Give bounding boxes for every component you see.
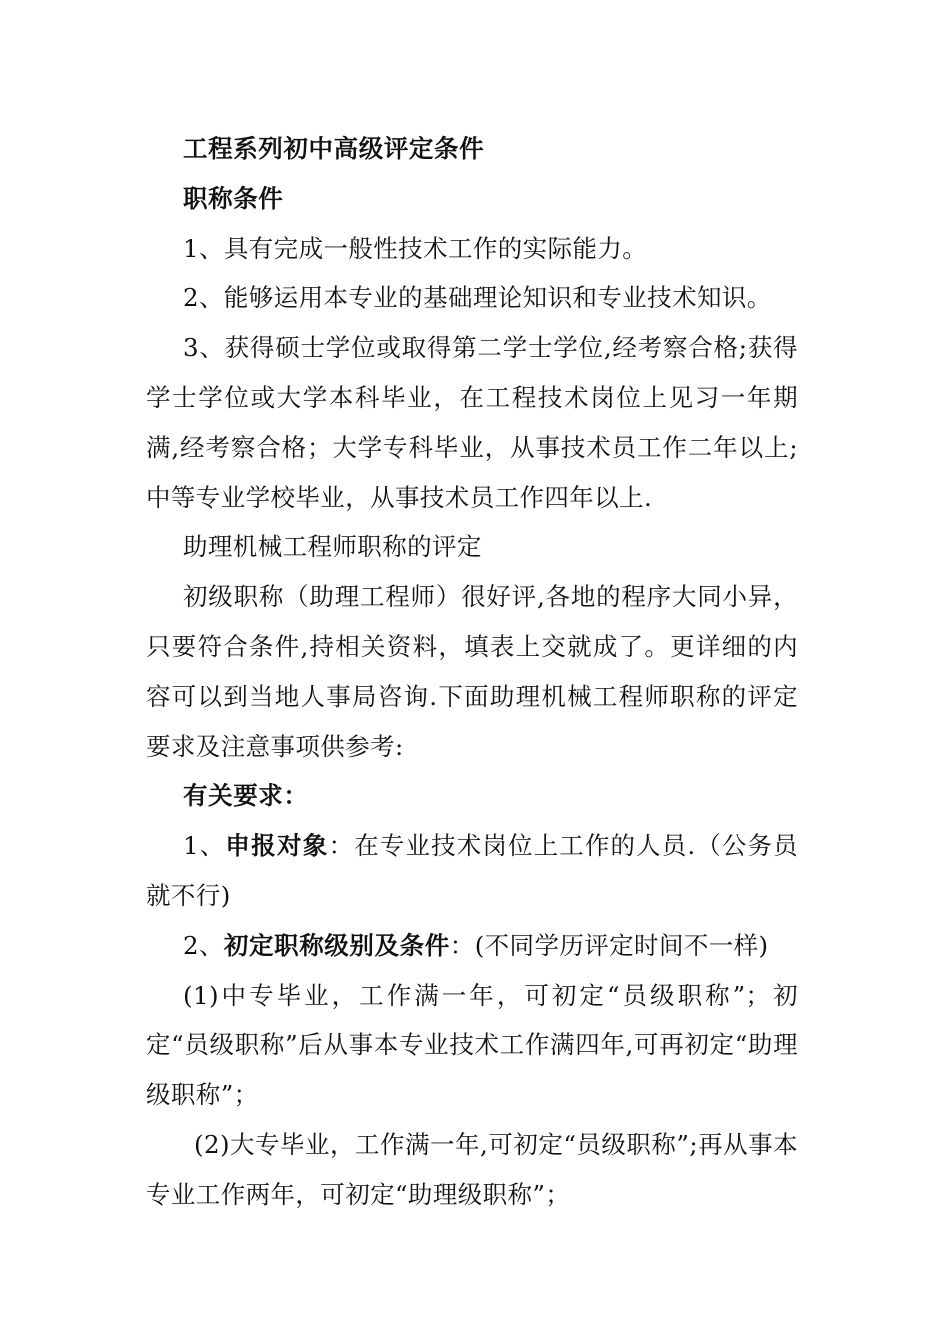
requirement-1-label: 申报对象 — [225, 831, 329, 861]
document-page — [146, 124, 798, 1220]
requirements-heading: 有关要求： — [183, 781, 309, 811]
condition-item-1: 1、具有完成一般性技术工作的实际能力。 — [183, 233, 648, 263]
requirement-2-prefix: 2、 — [183, 930, 224, 960]
intro-paragraph: 初级职称（助理工程师）很好评,各地的程序大同小异，只要符合条件,持相关资料，填表上交就成了。更详细的内容可以到当地人事局咨询.下面助理机械工程师职称的评定要求及注意事项供参考: — [146, 582, 798, 761]
condition-item-2: 2、能够运用本专业的基础理论知识和专业技术知识。 — [183, 283, 772, 313]
list-item-1: (1)中专毕业，工作满一年，可初定“员级职称”；初定“员级职称”后从事本专业技术工作满四年,可再初定“助理级职称”； — [146, 980, 798, 1110]
subtitle: 助理机械工程师职称的评定 — [183, 532, 482, 562]
list-item-2: (2)大专毕业，工作满一年,可初定“员级职称”;再从事本专业工作两年，可初定“助理级职称”； — [146, 1129, 798, 1209]
section-heading: 职称条件 — [183, 183, 284, 213]
requirement-2-text: ：(不同学历评定时间不一样) — [449, 930, 769, 960]
document-title: 工程系列初中高级评定条件 — [183, 134, 485, 163]
requirement-2 — [146, 921, 798, 971]
requirement-2-label: 初定职称级别及条件 — [223, 930, 450, 960]
requirement-1-text: ：在专业技术岗位上工作的人员.（公务员就不行) — [146, 831, 799, 910]
condition-item-3: 3、获得硕士学位或取得第二学士学位,经考察合格;获得学士学位或大学本科毕业，在工程技术岗位上见习一年期满,经考察合格；大学专科毕业，从事技术员工作二年以上;中等专业学校毕业，从事技术员工作四年以上. — [146, 333, 798, 512]
requirement-1 — [146, 821, 798, 921]
requirement-1-prefix: 1、 — [183, 831, 226, 861]
